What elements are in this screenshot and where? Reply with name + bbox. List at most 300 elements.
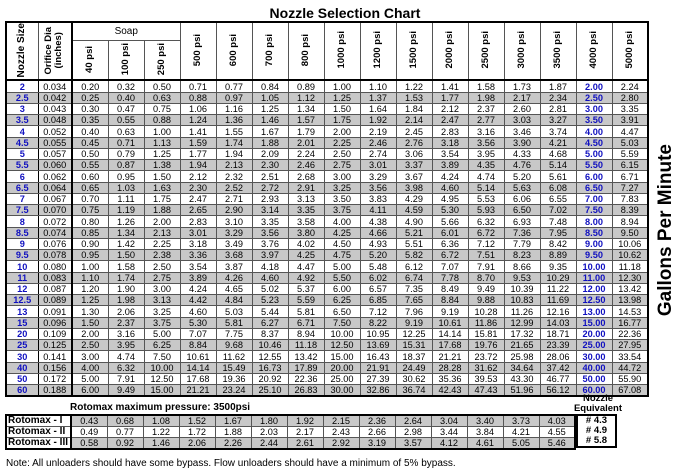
gpm-cell: 12.30: [612, 272, 648, 283]
gpm-cell: 9.19: [432, 306, 468, 317]
gpm-cell: 3.67: [396, 171, 432, 182]
gpm-cell: 3.91: [612, 115, 648, 126]
gpm-cell: 6.50: [324, 306, 360, 317]
header-pressure: 100 psi: [108, 41, 144, 81]
gpm-cell: 2.90: [216, 205, 252, 216]
gpm-cell: 5.03: [612, 137, 648, 148]
table-row: [6, 182, 648, 193]
gpm-cell: 12.16: [540, 306, 576, 317]
nozzle-size-cell: 2: [6, 80, 38, 92]
header-pressure: 2000 psi: [432, 22, 468, 80]
gpm-cell: 3.27: [540, 115, 576, 126]
gpm-cell: 5.00: [144, 328, 180, 339]
gpm-cell: 3.00: [144, 283, 180, 294]
orifice-cell: 0.060: [38, 160, 72, 171]
gpm-cell: 3.97: [252, 250, 288, 261]
gpm-cell: 21.21: [180, 385, 216, 397]
gpm-cell: 6.36: [432, 238, 468, 249]
gpm-cell: 4.18: [252, 261, 288, 272]
gpm-cell: 1.58: [468, 80, 504, 92]
gpm-cell: 10.00: [576, 261, 612, 272]
gpm-cell: 3.18: [180, 238, 216, 249]
gpm-cell: 26.83: [288, 385, 324, 397]
rotomax-table: [5, 414, 576, 450]
gpm-cell: 23.24: [216, 385, 252, 397]
header-pressure: 500 psi: [180, 22, 216, 80]
gpm-cell: 5.00: [324, 261, 360, 272]
orifice-cell: 0.087: [38, 283, 72, 294]
gpm-cell: 0.50: [72, 148, 108, 159]
rotomax-gpm-cell: 2.03: [251, 427, 287, 438]
rotomax-gpm-cell: 1.08: [143, 415, 179, 427]
gpm-cell: 15.00: [144, 385, 180, 397]
rotomax-gpm-cell: 0.43: [71, 415, 107, 427]
gpm-cell: 6.72: [432, 250, 468, 261]
nozzle-size-cell: 6: [6, 171, 38, 182]
gpm-cell: 1.06: [180, 103, 216, 114]
gpm-cell: 2.30: [180, 182, 216, 193]
rotomax-gpm-cell: 3.04: [431, 415, 467, 427]
orifice-cell: 0.042: [38, 92, 72, 103]
gpm-cell: 1.94: [216, 148, 252, 159]
gpm-cell: 44.72: [612, 362, 648, 373]
gpm-cell: 4.00: [576, 126, 612, 137]
gpm-cell: 7.75: [216, 328, 252, 339]
table-row: [6, 238, 648, 249]
gpm-cell: 3.13: [144, 295, 180, 306]
orifice-cell: 0.062: [38, 171, 72, 182]
gpm-cell: 2.52: [216, 182, 252, 193]
gpm-cell: 3.25: [324, 182, 360, 193]
table-row: [6, 261, 648, 272]
gpm-cell: 17.68: [432, 340, 468, 351]
gpm-cell: 2.77: [468, 115, 504, 126]
gpm-cell: 10.00: [144, 362, 180, 373]
gpm-cell: 0.20: [72, 80, 108, 92]
rotomax-gpm-cell: 3.73: [503, 415, 539, 427]
gpm-cell: 21.65: [504, 340, 540, 351]
nozzle-size-cell: 13: [6, 306, 38, 317]
bypass-note: Note: All unloaders should have some bypass. Flow unloaders should have a minimum of 5% bypass.: [6, 458, 456, 469]
gpm-cell: 5.44: [252, 306, 288, 317]
gpm-cell: 15.00: [324, 351, 360, 362]
gpm-cell: 3.13: [288, 193, 324, 204]
nozzle-size-cell: 8: [6, 216, 38, 227]
gpm-cell: 7.07: [432, 261, 468, 272]
gpm-cell: 0.85: [72, 227, 108, 238]
gpm-cell: 8.94: [288, 328, 324, 339]
gpm-cell: 0.95: [108, 171, 144, 182]
gpm-cell: 0.40: [72, 126, 108, 137]
gpm-cell: 3.89: [180, 272, 216, 283]
nozzle-equivalent-cell: # 4.3: [577, 415, 616, 426]
gpm-cell: 23.72: [468, 351, 504, 362]
nozzle-equivalent-title: Nozzle Equivalent: [573, 393, 623, 414]
gpm-cell: 1.20: [72, 283, 108, 294]
gpm-cell: 18.71: [540, 328, 576, 339]
header-pressure: 3000 psi: [504, 22, 540, 80]
gpm-cell: 46.77: [540, 373, 576, 384]
table-row: [6, 362, 648, 373]
gpm-cell: 4.90: [396, 216, 432, 227]
gpm-cell: 7.35: [396, 283, 432, 294]
gpm-cell: 7.95: [540, 227, 576, 238]
gpm-cell: 2.93: [252, 193, 288, 204]
table-row: [6, 92, 648, 103]
gpm-cell: 4.74: [468, 171, 504, 182]
gpm-cell: 1.10: [360, 80, 396, 92]
gpm-cell: 1.98: [468, 92, 504, 103]
gpm-cell: 1.19: [108, 205, 144, 216]
gpm-cell: 7.07: [180, 328, 216, 339]
gpm-cell: 2.13: [144, 227, 180, 238]
gpm-cell: 2.25: [144, 238, 180, 249]
gpm-cell: 1.50: [108, 250, 144, 261]
header-pressure: 1500 psi: [396, 22, 432, 80]
nozzle-size-cell: 12.5: [6, 295, 38, 306]
table-row: [6, 317, 648, 328]
gpm-cell: 2.32: [216, 171, 252, 182]
gpm-cell: 1.94: [180, 160, 216, 171]
rotomax-gpm-cell: 1.67: [215, 415, 251, 427]
gpm-cell: 1.22: [396, 80, 432, 92]
gpm-cell: 4.42: [180, 295, 216, 306]
gpm-cell: 7.02: [540, 205, 576, 216]
gpm-cell: 3.54: [180, 261, 216, 272]
gpm-cell: 7.00: [576, 193, 612, 204]
header-soap: Soap: [72, 22, 180, 41]
gpm-cell: 1.77: [180, 148, 216, 159]
gpm-cell: 5.02: [252, 283, 288, 294]
gpm-cell: 47.43: [468, 385, 504, 397]
gpm-cell: 10.95: [360, 328, 396, 339]
gpm-cell: 13.00: [576, 306, 612, 317]
gpm-cell: 4.33: [504, 148, 540, 159]
gpm-cell: 4.02: [288, 238, 324, 249]
gpm-cell: 5.14: [540, 160, 576, 171]
gpm-cell: 0.50: [144, 80, 180, 92]
gpm-cell: 2.50: [72, 340, 108, 351]
gpm-cell: 2.71: [216, 193, 252, 204]
gpm-cell: 4.76: [504, 160, 540, 171]
gpm-cell: 7.78: [432, 272, 468, 283]
gpm-cell: 1.00: [324, 80, 360, 92]
gpm-cell: 9.50: [612, 227, 648, 238]
gpm-cell: 3.74: [540, 126, 576, 137]
gpm-cell: 1.25: [252, 103, 288, 114]
gpm-cell: 2.80: [612, 92, 648, 103]
gpm-cell: 15.49: [216, 362, 252, 373]
gpm-cell: 3.16: [108, 328, 144, 339]
gpm-cell: 6.00: [576, 171, 612, 182]
orifice-cell: 0.080: [38, 261, 72, 272]
gpm-cell: 0.60: [72, 171, 108, 182]
gpm-cell: 0.65: [72, 182, 108, 193]
header-pressure: 600 psi: [216, 22, 252, 80]
gpm-cell: 2.68: [288, 171, 324, 182]
nozzle-size-cell: 9.5: [6, 250, 38, 261]
gpm-cell: 7.48: [540, 216, 576, 227]
gpm-cell: 4.00: [72, 362, 108, 373]
gpm-cell: 6.32: [468, 216, 504, 227]
header-pressure: 1000 psi: [324, 22, 360, 80]
gpm-cell: 3.56: [468, 137, 504, 148]
gpm-cell: 5.63: [504, 182, 540, 193]
gpm-cell: 5.00: [72, 373, 108, 384]
orifice-cell: 0.089: [38, 295, 72, 306]
nozzle-size-cell: 4: [6, 126, 38, 137]
gpm-cell: 3.90: [504, 137, 540, 148]
gpm-cell: 10.46: [252, 340, 288, 351]
gpm-cell: 3.00: [324, 171, 360, 182]
rotomax-gpm-cell: 0.77: [107, 427, 143, 438]
table-row: [6, 272, 648, 283]
gpm-cell: 1.30: [72, 306, 108, 317]
gpm-cell: 8.39: [612, 205, 648, 216]
nozzle-size-cell: 8.5: [6, 227, 38, 238]
orifice-cell: 0.048: [38, 115, 72, 126]
gpm-cell: 10.61: [432, 317, 468, 328]
gpm-cell: 28.06: [540, 351, 576, 362]
gpm-cell: 1.25: [144, 148, 180, 159]
gpm-cell: 6.02: [360, 272, 396, 283]
gpm-cell: 5.14: [468, 182, 504, 193]
rotomax-gpm-cell: 0.49: [71, 427, 107, 438]
gpm-cell: 2.83: [180, 216, 216, 227]
gpm-cell: 8.42: [540, 238, 576, 249]
gpm-cell: 2.45: [396, 126, 432, 137]
rotomax-gpm-cell: 2.92: [323, 438, 359, 450]
gpm-cell: 13.98: [612, 295, 648, 306]
orifice-cell: 0.096: [38, 317, 72, 328]
gpm-cell: 2.74: [360, 148, 396, 159]
gpm-cell: 7.12: [468, 238, 504, 249]
rotomax-gpm-cell: 2.17: [287, 427, 323, 438]
nozzle-size-cell: 5.5: [6, 160, 38, 171]
gpm-cell: 4.60: [180, 306, 216, 317]
gpm-cell: 1.74: [216, 137, 252, 148]
gpm-cell: 1.41: [432, 80, 468, 92]
gpm-cell: 1.12: [288, 92, 324, 103]
gpm-cell: 14.03: [540, 317, 576, 328]
gpm-cell: 4.66: [360, 227, 396, 238]
gpm-cell: 51.96: [504, 385, 540, 397]
gpm-cell: 17.89: [288, 362, 324, 373]
gpm-cell: 6.50: [576, 182, 612, 193]
gpm-cell: 12.25: [396, 328, 432, 339]
orifice-cell: 0.072: [38, 216, 72, 227]
gpm-cell: 2.09: [252, 148, 288, 159]
gpm-cell: 1.92: [360, 115, 396, 126]
gpm-cell: 1.88: [144, 205, 180, 216]
gpm-cell: 8.70: [468, 272, 504, 283]
gpm-cell: 3.76: [252, 238, 288, 249]
gpm-cell: 15.81: [468, 328, 504, 339]
gpm-cell: 9.68: [216, 340, 252, 351]
gpm-cell: 6.00: [324, 283, 360, 294]
gpm-cell: 1.25: [324, 92, 360, 103]
nozzle-size-cell: 9: [6, 238, 38, 249]
gpm-cell: 20.00: [324, 362, 360, 373]
gpm-cell: 5.82: [396, 250, 432, 261]
rotomax-title: Rotomax maximum pressure: 3500psi: [70, 402, 251, 413]
rotomax-gpm-cell: 2.64: [395, 415, 431, 427]
gpm-cell: 0.89: [288, 80, 324, 92]
gpm-cell: 6.85: [360, 295, 396, 306]
gpm-cell: 1.53: [396, 92, 432, 103]
gpm-cell: 13.69: [360, 340, 396, 351]
gpm-cell: 67.08: [612, 385, 648, 397]
gpm-cell: 4.25: [288, 250, 324, 261]
gpm-cell: 1.11: [108, 193, 144, 204]
gpm-cell: 6.57: [360, 283, 396, 294]
orifice-cell: 0.091: [38, 306, 72, 317]
gpm-cell: 4.60: [432, 182, 468, 193]
gpm-cell: 1.38: [144, 160, 180, 171]
gpm-cell: 8.84: [432, 295, 468, 306]
gpm-cell: 5.30: [180, 317, 216, 328]
rotomax-gpm-cell: 2.06: [179, 438, 215, 450]
gpm-cell: 2.12: [180, 171, 216, 182]
gpm-cell: 4.24: [180, 283, 216, 294]
gpm-cell: 37.42: [540, 362, 576, 373]
gpm-cell: 5.81: [288, 306, 324, 317]
gpm-cell: 2.46: [288, 160, 324, 171]
gpm-cell: 10.83: [504, 295, 540, 306]
gpm-cell: 10.62: [612, 250, 648, 261]
gpm-cell: 35.36: [432, 373, 468, 384]
gpm-cell: 7.83: [612, 193, 648, 204]
table-row: [6, 103, 648, 114]
table-row: [6, 205, 648, 216]
gpm-cell: 1.34: [288, 103, 324, 114]
gpm-cell: 1.98: [108, 295, 144, 306]
gpm-cell: 9.50: [576, 250, 612, 261]
gpm-cell: 10.39: [504, 283, 540, 294]
gpm-cell: 7.79: [504, 238, 540, 249]
gpm-cell: 3.29: [216, 227, 252, 238]
gpm-cell: 2.00: [576, 80, 612, 92]
gpm-cell: 1.58: [108, 261, 144, 272]
gpm-cell: 0.77: [216, 80, 252, 92]
gpm-cell: 6.74: [396, 272, 432, 283]
gpm-cell: 2.50: [144, 261, 180, 272]
gpm-cell: 3.36: [180, 250, 216, 261]
gpm-cell: 6.08: [540, 182, 576, 193]
gpm-cell: 2.91: [288, 182, 324, 193]
gpm-cell: 19.36: [216, 373, 252, 384]
gpm-cell: 4.11: [360, 205, 396, 216]
gpm-cell: 5.59: [612, 148, 648, 159]
gpm-cell: 13.42: [288, 351, 324, 362]
orifice-cell: 0.141: [38, 351, 72, 362]
table-row: [6, 295, 648, 306]
gpm-cell: 1.00: [72, 261, 108, 272]
rotomax-gpm-cell: 4.55: [539, 427, 575, 438]
gpm-cell: 2.14: [396, 115, 432, 126]
gpm-cell: 3.06: [396, 148, 432, 159]
gpm-cell: 8.84: [180, 340, 216, 351]
gpm-cell: 9.00: [576, 238, 612, 249]
gpm-cell: 7.12: [360, 306, 396, 317]
gpm-cell: 1.63: [144, 182, 180, 193]
gpm-cell: 5.51: [396, 238, 432, 249]
gpm-cell: 4.29: [396, 193, 432, 204]
gpm-cell: 0.88: [180, 92, 216, 103]
orifice-cell: 0.083: [38, 272, 72, 283]
nozzle-size-cell: 25: [6, 340, 38, 351]
header-pressure: 250 psi: [144, 41, 180, 81]
chart-title: Nozzle Selection Chart: [269, 5, 421, 21]
gpm-cell: 0.45: [72, 137, 108, 148]
gpm-cell: 3.80: [288, 227, 324, 238]
rotomax-gpm-cell: 3.40: [467, 415, 503, 427]
rotomax-gpm-cell: 3.57: [395, 438, 431, 450]
gpm-cell: 5.00: [576, 148, 612, 159]
gpm-cell: 27.39: [360, 373, 396, 384]
gpm-cell: 12.00: [576, 283, 612, 294]
gpm-cell: 11.26: [504, 306, 540, 317]
rotomax-label: Rotomax - III: [6, 438, 71, 450]
nozzle-size-cell: 60: [6, 385, 38, 397]
gpm-cell: 4.47: [288, 261, 324, 272]
gpm-cell: 3.01: [360, 160, 396, 171]
gpm-cell: 43.30: [504, 373, 540, 384]
gpm-cell: 25.00: [576, 340, 612, 351]
rotomax-row: [6, 438, 575, 450]
gpm-cell: 8.00: [576, 216, 612, 227]
gpm-cell: 22.36: [612, 328, 648, 339]
gpm-cell: 3.75: [324, 205, 360, 216]
gpm-cell: 1.05: [252, 92, 288, 103]
rotomax-gpm-cell: 1.22: [143, 427, 179, 438]
gpm-cell: 20.92: [252, 373, 288, 384]
gpm-cell: 6.06: [504, 193, 540, 204]
rotomax-gpm-cell: 1.72: [179, 427, 215, 438]
gpm-cell: 2.47: [432, 115, 468, 126]
rotomax-gpm-cell: 1.88: [215, 427, 251, 438]
gpm-cell: 6.12: [396, 261, 432, 272]
gpm-cell: 25.00: [324, 373, 360, 384]
gpm-cell: 9.88: [468, 295, 504, 306]
header-pressure: 700 psi: [252, 22, 288, 80]
gpm-cell: 0.80: [72, 216, 108, 227]
gpm-cell: 2.60: [504, 103, 540, 114]
gpm-cell: 39.53: [468, 373, 504, 384]
gpm-cell: 3.95: [108, 340, 144, 351]
gpm-cell: 3.89: [432, 160, 468, 171]
gpm-cell: 8.89: [540, 250, 576, 261]
gpm-cell: 8.94: [612, 216, 648, 227]
gpm-cell: 5.48: [360, 261, 396, 272]
gpm-cell: 3.35: [612, 103, 648, 114]
table-row: [6, 80, 648, 92]
table-row: [6, 283, 648, 294]
rotomax-gpm-cell: 0.68: [107, 415, 143, 427]
rotomax-gpm-cell: 1.52: [179, 415, 215, 427]
gpm-cell: 19.76: [468, 340, 504, 351]
nozzle-table: [5, 21, 649, 397]
gpm-cell: 8.37: [252, 328, 288, 339]
orifice-cell: 0.064: [38, 182, 72, 193]
gpm-cell: 2.01: [288, 137, 324, 148]
gpm-cell: 36.74: [396, 385, 432, 397]
gpm-cell: 14.53: [612, 306, 648, 317]
gpm-cell: 20.00: [576, 328, 612, 339]
nozzle-size-cell: 5: [6, 148, 38, 159]
orifice-cell: 0.067: [38, 193, 72, 204]
gpm-cell: 4.95: [432, 193, 468, 204]
